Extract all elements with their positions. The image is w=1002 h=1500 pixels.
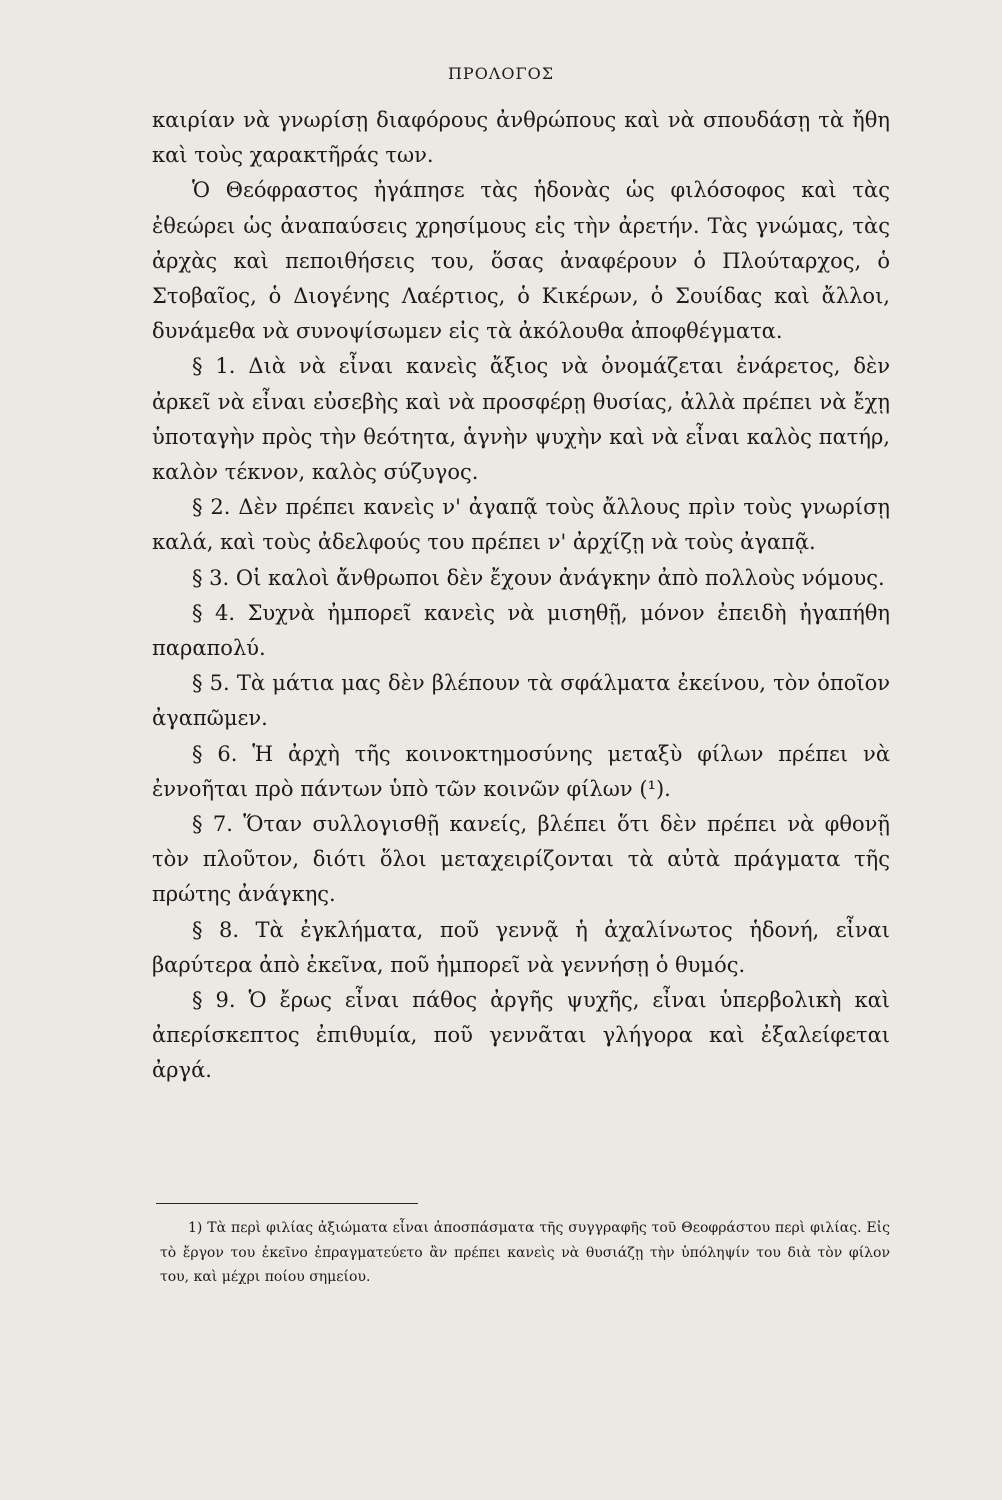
section-4: § 4. Συχνὰ ἠμπορεῖ κανεὶς νὰ μισηθῇ, μόνον ἐπειδὴ ἠγαπήθη παραπολύ. — [152, 600, 890, 661]
main-text — [152, 103, 890, 1089]
footnote-divider — [156, 1203, 418, 1204]
paragraph-theophrastus: Ὁ Θεόφραστος ἠγάπησε τὰς ἡδονὰς ὡς φιλόσοφος καὶ τὰς ἐθεώρει ὡς ἀναπαύσεις χρησίμους εἰς τὴν ἀρετήν. Τὰς γνώμας, τὰς ἀρχὰς καὶ πεποιθήσεις του, ὅσας ἀναφέρουν ὁ Πλούταρχος, ὁ Στοβαῖος, ὁ Διογένης Λαέρτιος, ὁ Κικέρων, ὁ Σουίδας καὶ ἄλλοι, δυνάμεθα νὰ συνοψίσωμεν εἰς τὰ ἀκόλουθα ἀποφθέγματα. — [152, 178, 890, 344]
footnote-text: 1) Τὰ περὶ φιλίας ἀξιώματα εἶναι ἀποσπάσματα τῆς συγγραφῆς τοῦ Θεοφράστου περὶ φιλίας. Εἰς τὸ ἔργον του ἐκεῖνο ἐπραγματεύετο ἂν πρέπει κανεὶς νὰ θυσιάζῃ τὴν ὑπόληψίν του διὰ τὸν φίλον του, καὶ μέχρι ποίου σημείου. — [160, 1220, 890, 1285]
section-7: § 7. Ὅταν συλλογισθῇ κανείς, βλέπει ὅτι δὲν πρέπει νὰ φθονῇ τὸν πλοῦτον, διότι ὅλοι μεταχειρίζονται τὰ αὐτὰ πράγματα τῆς πρώτης ἀνάγκης. — [152, 812, 890, 907]
section-1: § 1. Διὰ νὰ εἶναι κανεὶς ἄξιος νὰ ὀνομάζεται ἐνάρετος, δὲν ἀρκεῖ νὰ εἶναι εὐσεβὴς καὶ νὰ προσφέρῃ θυσίας, ἀλλὰ πρέπει νὰ ἔχῃ ὑποταγὴν πρὸς τὴν θεότητα, ἁγνὴν ψυχὴν καὶ νὰ εἶναι καλὸς πατήρ, καλὸν τέκνον, καλὸς σύζυγος. — [152, 354, 890, 485]
section-3: § 3. Οἱ καλοὶ ἄνθρωποι δὲν ἔχουν ἀνάγκην ἀπὸ πολλοὺς νόμους. — [192, 565, 885, 590]
footnote — [160, 1216, 890, 1290]
paragraph-continuation: καιρίαν νὰ γνωρίσῃ διαφόρους ἀνθρώπους καὶ νὰ σπουδάσῃ τὰ ἤθη καὶ τοὺς χαρακτῆράς των. — [152, 108, 890, 168]
section-8: § 8. Τὰ ἐγκλήματα, ποῦ γεννᾷ ἡ ἀχαλίνωτος ἡδονή, εἶναι βαρύτερα ἀπὸ ἐκεῖνα, ποῦ ἠμπορεῖ νὰ γεννήσῃ ὁ θυμός. — [152, 917, 890, 977]
section-5: § 5. Τὰ μάτια μας δὲν βλέπουν τὰ σφάλματα ἐκείνου, τὸν ὁποῖον ἀγαπῶμεν. — [152, 671, 890, 731]
section-9: § 9. Ὁ ἔρως εἶναι πάθος ἀργῆς ψυχῆς, εἶναι ὑπερβολικὴ καὶ ἀπερίσκεπτος ἐπιθυμία, ποῦ γεννᾶται γλήγορα καὶ ἐξαλείφεται ἀργά. — [152, 988, 890, 1083]
section-2: § 2. Δὲν πρέπει κανεὶς ν' ἀγαπᾷ τοὺς ἄλλους πρὶν τοὺς γνωρίσῃ καλά, καὶ τοὺς ἀδελφούς του πρέπει ν' ἀρχίζῃ νὰ τοὺς ἀγαπᾷ. — [152, 495, 890, 555]
running-header: ΠΡΟΛΟΓΟΣ — [447, 64, 555, 83]
section-6: § 6. Ἡ ἀρχὴ τῆς κοινοκτημοσύνης μεταξὺ φίλων πρέπει νὰ ἐννοῆται πρὸ πάντων ὑπὸ τῶν κοινῶν φίλων (¹). — [152, 741, 890, 801]
